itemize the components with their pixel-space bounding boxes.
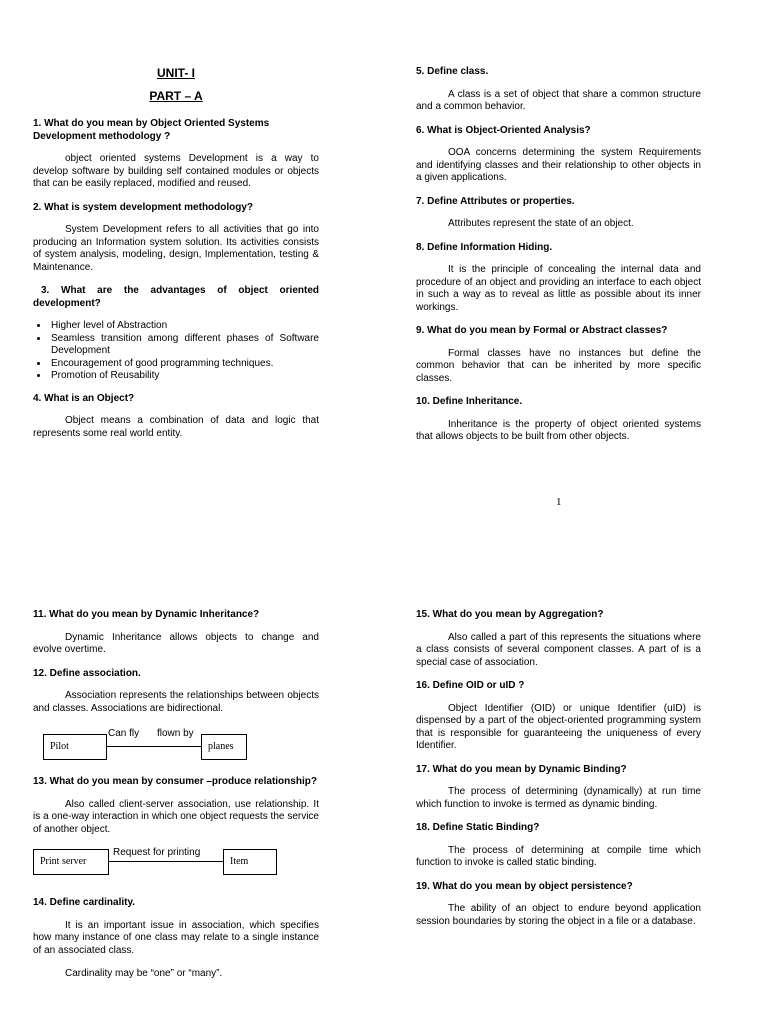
page2-right-column [416,609,701,939]
request-label: Request for printing [113,847,201,858]
consumer-producer-diagram [33,847,319,885]
answer-5: A class is a set of object that share a common structure and a common behavior. [416,88,701,112]
answer-2: System Development refers to all activities that go into producing an Information system solution. Its activities consists of system analysis, modeling, design, Implementation, testing & Maintenance. [33,224,319,273]
page-number: 1 [556,496,562,508]
unit-title: UNIT- I [157,66,195,80]
question-2: 2. What is system development methodology? [33,201,254,213]
part-title: PART – A [149,89,203,103]
request-line [109,861,223,862]
question-7: 7. Define Attributes or properties. [416,195,575,207]
print-server-box: Print server [33,849,109,875]
can-fly-label: Can fly [108,728,140,739]
answer-8: It is the principle of concealing the internal data and procedure of an object and providing an interface to each object in such a way as to reveal as little as possible about its inner workings. [416,264,701,313]
answer-10: Inheritance is the property of object oriented systems that allows objects to be built from other objects. [416,418,701,442]
question-12: 12. Define association. [33,667,141,679]
question-14: 14. Define cardinality. [33,897,136,908]
answer-14: It is an important issue in association, which specifies how many instance of one class may relate to a single instance of an associated class. [33,919,319,956]
answer-7: Attributes represent the state of an object. [448,218,634,229]
item-box: Item [223,849,277,875]
question-15: 15. What do you mean by Aggregation? [416,609,604,620]
flown-by-label: flown by [157,728,194,739]
question-18: 18. Define Static Binding? [416,822,540,833]
advantages-list [33,320,319,383]
question-8: 8. Define Information Hiding. [416,241,553,253]
question-16: 16. Define OID or uID ? [416,680,525,691]
question-10: 10. Define Inheritance. [416,396,523,407]
list-item: • Seamless transition among different phases of Software Development [49,333,319,358]
question-13: 13. What do you mean by consumer –produce relationship? [33,776,317,787]
answer-12: Association represents the relationships between objects and classes. Associations are bidirectional. [33,690,319,714]
question-9: 9. What do you mean by Formal or Abstract classes? [416,325,668,336]
question-19: 19. What do you mean by object persistence? [416,880,633,892]
question-4: 4. What is an Object? [33,392,135,404]
page1-right-column [416,66,701,455]
page2-left-column [33,609,319,992]
answer-16: Object Identifier (OID) or unique Identifier (uID) is dispensed by a part of the object-oriented programming system that is responsible for guaranteeing the uniqueness of every Identifier. [416,702,701,751]
answer-4: Object means a combination of data and logic that represents some real world entity. [33,415,319,439]
question-6: 6. What is Object-Oriented Analysis? [416,124,591,136]
answer-6: OOA concerns determining the system Requirements and identifying classes and their relationship to other objects in a given applications. [416,147,701,183]
question-5: 5. Define class. [416,66,489,77]
answer-1: object oriented systems Development is a way to develop software by building self contained modules or objects that can be easily replaced, modified and reused. [33,153,319,189]
association-line [107,746,201,747]
answer-19: The ability of an object to endure beyond application session boundaries by storing the object in a file or a database. [416,903,701,927]
answer-17: The process of determining (dynamically) at run time which function to invoke is termed as dynamic binding. [416,786,701,810]
list-item: • Encouragement of good programming techniques. [49,358,319,371]
answer-15: Also called a part of this represents the situations where a class consists of several component classes. A part of is a special case of association. [416,631,701,668]
question-3: 3. What are the advantages of object oriented development? [33,285,319,309]
planes-box: planes [201,734,247,760]
question-11: 11. What do you mean by Dynamic Inheritance? [33,609,260,620]
answer-11: Dynamic Inheritance allows objects to change and evolve overtime. [33,631,319,655]
question-17: 17. What do you mean by Dynamic Binding? [416,763,627,775]
pilot-box: Pilot [43,734,107,760]
list-item: • Promotion of Reusability [49,370,319,383]
question-1: 1. What do you mean by Object Oriented Systems Development methodology ? [33,118,270,142]
association-diagram [33,726,319,764]
answer-13: Also called client-server association, use relationship. It is a one-way interaction in which one object requests the service of another object. [33,798,319,835]
answer-9: Formal classes have no instances but define the common behavior that can be inherited by more specific classes. [416,347,701,384]
list-item: • Higher level of Abstraction [49,320,319,333]
cardinality-note: Cardinality may be “one” or “many”. [65,968,223,979]
page1-left-column [33,66,319,451]
answer-18: The process of determining at compile time which function to invoke is called static binding. [416,844,701,868]
